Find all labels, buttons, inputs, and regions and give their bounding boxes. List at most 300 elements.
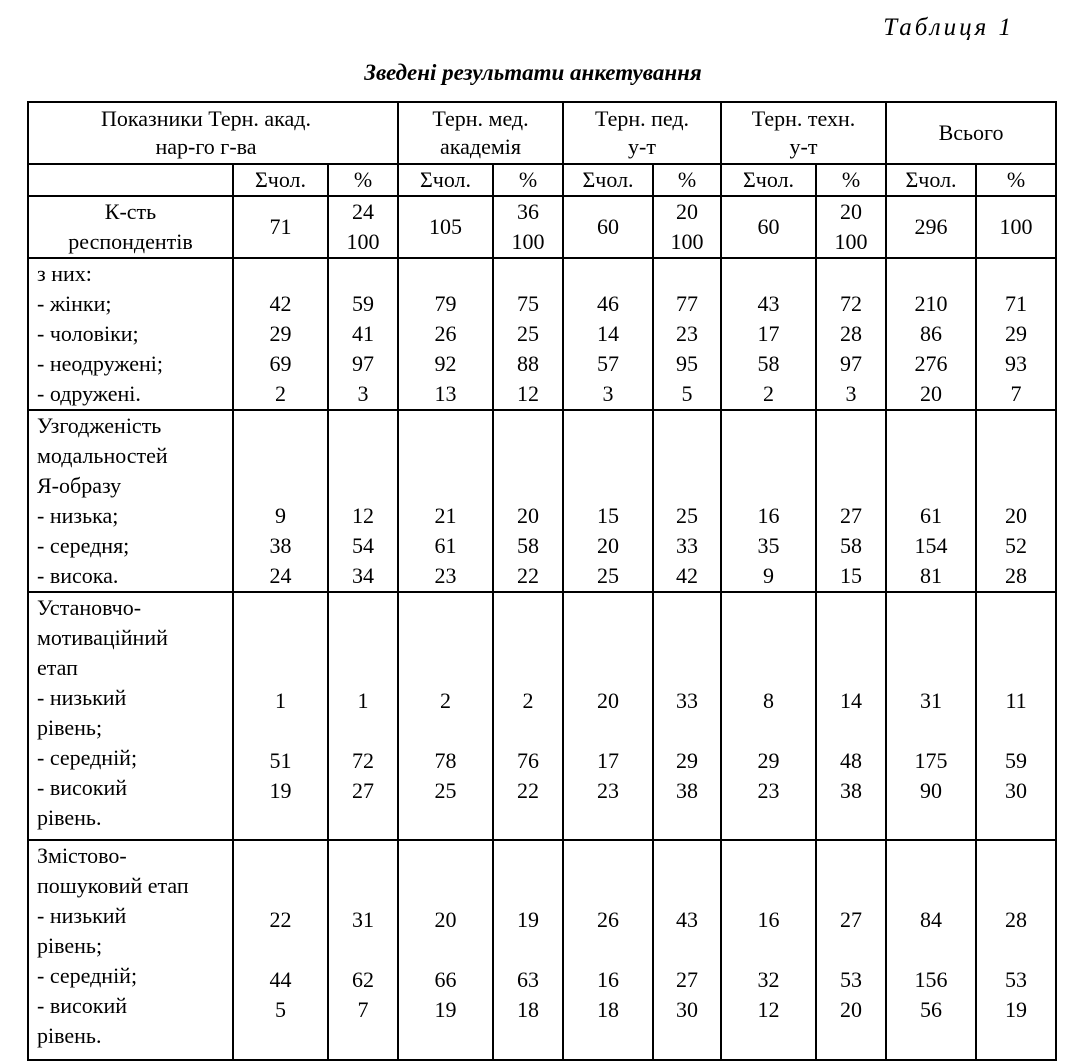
- section-label-line: Змістово-: [37, 843, 127, 868]
- value-line: 61: [434, 533, 457, 558]
- value-line: 30: [676, 997, 699, 1022]
- value-line: 29: [1005, 321, 1028, 346]
- section-row: [28, 840, 1056, 1060]
- value-line: 25: [517, 321, 539, 346]
- value-line: 18: [597, 997, 620, 1022]
- pct-cell: [653, 258, 721, 410]
- pct-cell: [653, 840, 721, 1060]
- value-line: [494, 259, 562, 289]
- value-line: [399, 875, 492, 905]
- header-ped-line: Терн. пед.: [594, 106, 690, 131]
- value-line: [494, 845, 562, 875]
- value-line: [887, 259, 975, 289]
- value-line: 21: [434, 503, 457, 528]
- pct-cell: [328, 410, 398, 592]
- pct-cell: [328, 592, 398, 840]
- respondents-count-cell: [563, 196, 653, 258]
- value-line: 27: [352, 778, 374, 803]
- header-ped-line: у-т: [628, 134, 656, 159]
- value-line: 42: [269, 291, 292, 316]
- value-line: 48: [840, 748, 863, 773]
- sections-body: [28, 258, 1056, 1060]
- value-line: [564, 441, 652, 471]
- value-line: 28: [840, 321, 863, 346]
- section-label-line: етап: [37, 655, 78, 680]
- value-line: 25: [597, 563, 620, 588]
- value-line: [329, 656, 397, 686]
- value-line: 34: [352, 563, 374, 588]
- value-line: 14: [840, 688, 863, 713]
- value-line: [977, 471, 1055, 501]
- respondents-value: 71: [269, 214, 292, 239]
- value-line: 41: [352, 321, 374, 346]
- value-line: [817, 259, 885, 289]
- count-cell: [563, 840, 653, 1060]
- value-line: 27: [676, 967, 699, 992]
- value-line: 154: [914, 533, 948, 558]
- respondents-value: 100: [346, 229, 380, 254]
- header-pct-label: %: [816, 164, 886, 196]
- value-line: [654, 411, 720, 441]
- value-line: [654, 596, 720, 626]
- value-line: [817, 596, 885, 626]
- section-label-line: рівень;: [37, 933, 103, 958]
- pct-cell: [493, 592, 563, 840]
- value-line: [494, 626, 562, 656]
- value-line: 1: [357, 688, 369, 713]
- value-line: [329, 875, 397, 905]
- section-label-line: - середній;: [37, 745, 138, 770]
- value-line: [977, 875, 1055, 905]
- value-line: [654, 1025, 720, 1055]
- value-line: 27: [840, 503, 863, 528]
- section-label-line: - низький: [37, 903, 127, 928]
- value-line: [654, 935, 720, 965]
- count-cell: [721, 410, 816, 592]
- header-row-units: [28, 164, 1056, 196]
- value-line: [399, 716, 492, 746]
- value-line: [722, 806, 815, 836]
- value-line: [234, 656, 327, 686]
- pct-cell: [653, 592, 721, 840]
- value-line: [329, 935, 397, 965]
- value-line: 2: [763, 381, 775, 406]
- pct-cell: [328, 258, 398, 410]
- respondents-value: 20: [676, 199, 699, 224]
- header-pct-label: %: [493, 164, 563, 196]
- value-line: 58: [517, 533, 539, 558]
- value-line: 32: [757, 967, 780, 992]
- value-line: [654, 471, 720, 501]
- section-label-line: - жінки;: [37, 291, 112, 316]
- value-line: [234, 626, 327, 656]
- section-label-line: мотиваційний: [37, 625, 168, 650]
- value-line: [399, 441, 492, 471]
- value-line: 97: [352, 351, 374, 376]
- pct-cell: [328, 840, 398, 1060]
- section-row: [28, 592, 1056, 840]
- value-line: [234, 935, 327, 965]
- value-line: [564, 845, 652, 875]
- value-line: 18: [517, 997, 539, 1022]
- respondents-value: 60: [597, 214, 620, 239]
- count-cell: [398, 592, 493, 840]
- section-label: [28, 410, 233, 592]
- pct-cell: [653, 410, 721, 592]
- pct-cell: [976, 410, 1056, 592]
- value-line: [977, 656, 1055, 686]
- value-line: [654, 259, 720, 289]
- value-line: [977, 935, 1055, 965]
- value-line: 71: [1005, 291, 1028, 316]
- value-line: [399, 845, 492, 875]
- header-count-label: Σчол.: [563, 164, 653, 196]
- value-line: [494, 441, 562, 471]
- value-line: 28: [1005, 563, 1028, 588]
- value-line: 56: [920, 997, 943, 1022]
- section-label-line: - чоловіки;: [37, 321, 139, 346]
- value-line: [817, 656, 885, 686]
- header-pct-label: %: [328, 164, 398, 196]
- value-line: [494, 1025, 562, 1055]
- value-line: [722, 716, 815, 746]
- value-line: [977, 411, 1055, 441]
- value-line: 16: [597, 967, 620, 992]
- pct-cell: [976, 840, 1056, 1060]
- respondents-row: [28, 196, 1056, 258]
- value-line: [494, 875, 562, 905]
- value-line: 53: [1005, 967, 1028, 992]
- value-line: 81: [920, 563, 943, 588]
- section-label-line: - середній;: [37, 963, 138, 988]
- count-cell: [233, 840, 328, 1060]
- value-line: 19: [434, 997, 457, 1022]
- header-pct-label: %: [653, 164, 721, 196]
- value-line: [817, 441, 885, 471]
- value-line: 57: [597, 351, 620, 376]
- count-cell: [398, 258, 493, 410]
- value-line: 7: [357, 997, 369, 1022]
- value-line: [722, 626, 815, 656]
- value-line: 24: [269, 563, 292, 588]
- value-line: [564, 259, 652, 289]
- header-total: [886, 102, 1056, 164]
- value-line: [564, 471, 652, 501]
- value-line: [977, 441, 1055, 471]
- value-line: [977, 806, 1055, 836]
- respondents-label-line: респондентів: [68, 229, 193, 254]
- respondents-value: 60: [757, 214, 780, 239]
- value-line: 25: [434, 778, 457, 803]
- value-line: 38: [676, 778, 699, 803]
- pct-cell: [976, 592, 1056, 840]
- respondents-value: 100: [834, 229, 868, 254]
- value-line: 23: [434, 563, 457, 588]
- count-cell: [563, 592, 653, 840]
- value-line: 43: [676, 907, 699, 932]
- value-line: [494, 411, 562, 441]
- count-cell: [886, 840, 976, 1060]
- value-line: 8: [763, 688, 775, 713]
- value-line: [329, 1025, 397, 1055]
- section-label-line: - високий: [37, 775, 127, 800]
- value-line: [887, 845, 975, 875]
- value-line: [494, 716, 562, 746]
- value-line: 23: [597, 778, 620, 803]
- section-label-line: - середня;: [37, 533, 130, 558]
- value-line: [399, 259, 492, 289]
- value-line: 59: [352, 291, 374, 316]
- header-med-line: Терн. мед.: [432, 106, 529, 131]
- value-line: 27: [840, 907, 863, 932]
- value-line: [817, 1025, 885, 1055]
- value-line: 22: [517, 563, 539, 588]
- value-line: [722, 441, 815, 471]
- value-line: [817, 935, 885, 965]
- pct-cell: [976, 258, 1056, 410]
- value-line: 42: [676, 563, 699, 588]
- value-line: [234, 441, 327, 471]
- value-line: 23: [757, 778, 780, 803]
- value-line: [399, 1025, 492, 1055]
- value-line: 3: [845, 381, 857, 406]
- value-line: 15: [597, 503, 620, 528]
- header-tech-university: [721, 102, 886, 164]
- count-cell: [398, 840, 493, 1060]
- value-line: 30: [1005, 778, 1028, 803]
- value-line: 19: [1005, 997, 1028, 1022]
- value-line: 12: [757, 997, 780, 1022]
- respondents-value: 296: [914, 214, 948, 239]
- value-line: 13: [434, 381, 457, 406]
- count-cell: [886, 410, 976, 592]
- value-line: 58: [840, 533, 863, 558]
- value-line: [817, 471, 885, 501]
- value-line: 61: [920, 503, 943, 528]
- value-line: [329, 626, 397, 656]
- section-label-line: - низька;: [37, 503, 119, 528]
- respondents-pct-cell: [653, 196, 721, 258]
- respondents-label: [28, 196, 233, 258]
- value-line: [817, 716, 885, 746]
- respondents-value: 100: [670, 229, 704, 254]
- value-line: [234, 845, 327, 875]
- value-line: [564, 626, 652, 656]
- value-line: 63: [517, 967, 539, 992]
- value-line: 92: [434, 351, 457, 376]
- value-line: [329, 596, 397, 626]
- value-line: 59: [1005, 748, 1028, 773]
- value-line: 12: [352, 503, 374, 528]
- value-line: 22: [517, 778, 539, 803]
- value-line: [494, 806, 562, 836]
- value-line: 43: [757, 291, 780, 316]
- respondents-value: 100: [511, 229, 545, 254]
- value-line: 78: [434, 748, 457, 773]
- value-line: 17: [597, 748, 620, 773]
- value-line: 2: [275, 381, 286, 406]
- value-line: 52: [1005, 533, 1028, 558]
- value-line: [399, 471, 492, 501]
- value-line: 11: [1005, 688, 1027, 713]
- respondents-pct-cell: [328, 196, 398, 258]
- count-cell: [563, 258, 653, 410]
- value-line: [399, 935, 492, 965]
- value-line: 38: [269, 533, 292, 558]
- value-line: [977, 259, 1055, 289]
- value-line: [977, 626, 1055, 656]
- header-indicators-line: нар-го г-ва: [155, 134, 257, 159]
- value-line: 44: [269, 967, 292, 992]
- pct-cell: [493, 840, 563, 1060]
- respondents-count-cell: [398, 196, 493, 258]
- header-count-label: Σчол.: [398, 164, 493, 196]
- value-line: [399, 596, 492, 626]
- value-line: [494, 935, 562, 965]
- value-line: 20: [434, 907, 457, 932]
- respondents-value: 36: [517, 199, 539, 224]
- header-indicators-line: Показники Терн. акад.: [101, 106, 311, 131]
- value-line: [887, 471, 975, 501]
- count-cell: [721, 592, 816, 840]
- value-line: 46: [597, 291, 620, 316]
- value-line: 33: [676, 533, 699, 558]
- value-line: 12: [517, 381, 539, 406]
- section-label-line: рівень;: [37, 715, 103, 740]
- value-line: [564, 656, 652, 686]
- value-line: 19: [517, 907, 539, 932]
- section-label-line: пошуковий етап: [37, 873, 189, 898]
- value-line: 29: [676, 748, 699, 773]
- value-line: [329, 441, 397, 471]
- value-line: 5: [275, 997, 286, 1022]
- value-line: [564, 411, 652, 441]
- count-cell: [886, 258, 976, 410]
- pct-cell: [816, 592, 886, 840]
- section-label-line: - висока.: [37, 563, 119, 588]
- value-line: 3: [602, 381, 614, 406]
- value-line: [564, 935, 652, 965]
- value-line: 33: [676, 688, 699, 713]
- value-line: 210: [914, 291, 948, 316]
- value-line: 9: [275, 503, 286, 528]
- section-label-line: рівень.: [37, 1023, 102, 1048]
- section-label-line: - неодружені;: [37, 351, 164, 376]
- section-label-line: Узгодженість: [37, 413, 162, 438]
- value-line: [329, 411, 397, 441]
- value-line: [329, 716, 397, 746]
- value-line: [564, 596, 652, 626]
- value-line: 62: [352, 967, 374, 992]
- value-line: 29: [269, 321, 292, 346]
- section-label-line: Установчо-: [37, 595, 142, 620]
- value-line: [817, 875, 885, 905]
- value-line: 15: [840, 563, 863, 588]
- respondents-count-cell: [233, 196, 328, 258]
- count-cell: [398, 410, 493, 592]
- value-line: [722, 935, 815, 965]
- value-line: 88: [517, 351, 539, 376]
- header-med-academy: [398, 102, 563, 164]
- value-line: [817, 806, 885, 836]
- table-number-label: Таблиця 1: [883, 14, 1014, 41]
- value-line: [722, 656, 815, 686]
- respondents-count-cell: [721, 196, 816, 258]
- value-line: [329, 471, 397, 501]
- value-line: 26: [597, 907, 620, 932]
- value-line: [817, 626, 885, 656]
- value-line: [234, 806, 327, 836]
- value-line: [887, 441, 975, 471]
- value-line: 16: [757, 503, 780, 528]
- value-line: 20: [597, 688, 620, 713]
- section-label: [28, 840, 233, 1060]
- value-line: [399, 626, 492, 656]
- value-line: 20: [517, 503, 539, 528]
- value-line: [887, 1025, 975, 1055]
- value-line: 90: [920, 778, 943, 803]
- header-ped-university: [563, 102, 721, 164]
- value-line: [329, 806, 397, 836]
- count-cell: [233, 592, 328, 840]
- header-tech-line: Терн. техн.: [751, 106, 856, 131]
- header-empty-cell: [28, 164, 233, 196]
- value-line: [494, 656, 562, 686]
- value-line: 31: [920, 688, 943, 713]
- header-row-institutions: [28, 102, 1056, 164]
- pct-cell: [493, 410, 563, 592]
- value-line: 175: [914, 748, 948, 773]
- value-line: [329, 845, 397, 875]
- header-indicators-cell: [28, 102, 398, 164]
- value-line: 16: [757, 907, 780, 932]
- value-line: [399, 806, 492, 836]
- count-cell: [233, 258, 328, 410]
- value-line: 29: [757, 748, 780, 773]
- respondents-value: 105: [429, 214, 462, 239]
- respondents-pct-cell: [976, 196, 1056, 258]
- value-line: [654, 875, 720, 905]
- section-label-line: - низький: [37, 685, 127, 710]
- value-line: 66: [434, 967, 457, 992]
- header-count-label: Σчол.: [886, 164, 976, 196]
- value-line: 2: [522, 688, 534, 713]
- respondents-pct-cell: [816, 196, 886, 258]
- count-cell: [721, 840, 816, 1060]
- value-line: 84: [920, 907, 943, 932]
- value-line: [399, 411, 492, 441]
- respondents-value: 20: [840, 199, 863, 224]
- value-line: 75: [517, 291, 539, 316]
- section-row: [28, 258, 1056, 410]
- pct-cell: [816, 258, 886, 410]
- value-line: 276: [914, 351, 948, 376]
- value-line: 20: [597, 533, 620, 558]
- value-line: [234, 471, 327, 501]
- value-line: 20: [1005, 503, 1028, 528]
- value-line: 97: [840, 351, 863, 376]
- count-cell: [886, 592, 976, 840]
- table-title: Зведені результати анкетування: [364, 60, 702, 85]
- value-line: 31: [352, 907, 374, 932]
- value-line: [887, 935, 975, 965]
- pct-cell: [493, 258, 563, 410]
- value-line: [234, 259, 327, 289]
- value-line: 2: [440, 688, 451, 713]
- value-line: 93: [1005, 351, 1028, 376]
- section-label-line: рівень.: [37, 805, 102, 830]
- value-line: 72: [352, 748, 374, 773]
